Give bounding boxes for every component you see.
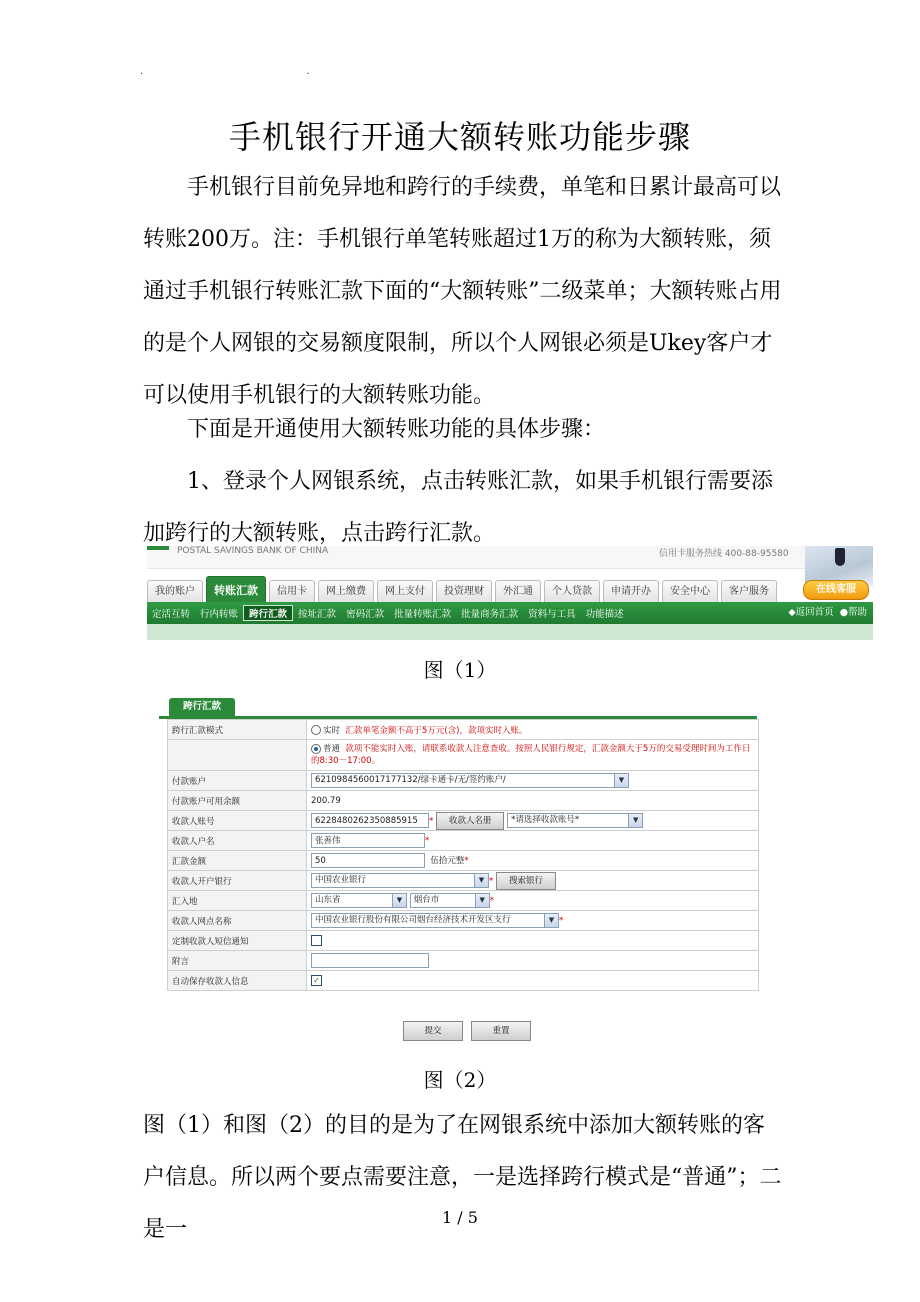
region-label: 汇入地 (168, 891, 307, 911)
page-title: 手机银行开通大额转账功能步骤 (228, 118, 691, 156)
sub-nav-right (788, 602, 867, 624)
autosave-checkbox[interactable] (311, 975, 322, 986)
required-mark: * (464, 856, 469, 866)
region-cell (307, 891, 759, 911)
balance-label: 付款账户可用余额 (168, 791, 307, 811)
branch-value: 中国农业银行股份有限公司烟台经济技术开发区支行 (315, 915, 511, 925)
bank-cell (307, 871, 759, 891)
subtab-password-remit[interactable]: 密码汇款 (346, 609, 385, 620)
hotline: 信用卡服务热线 400-88-95580 (659, 549, 789, 559)
panel-title: 跨行汇款 (169, 698, 235, 716)
sub-nav-bar (147, 602, 873, 624)
payer-account-value: 6210984560017177132/绿卡通卡/无/签约账户/ (315, 775, 506, 785)
tab-customer-service[interactable]: 客户服务 (721, 580, 777, 603)
required-mark: * (559, 916, 564, 926)
figure-2-caption: 图（2） (423, 1068, 497, 1092)
payee-book-button[interactable]: 收款人名册 (436, 812, 505, 830)
payee-account-input[interactable]: 6228480262350885915 (311, 813, 429, 828)
main-nav-tabs (147, 578, 777, 604)
home-icon: ◆ (788, 607, 796, 618)
chevron-down-icon: ▼ (628, 814, 642, 827)
chevron-down-icon: ▼ (474, 874, 488, 887)
payer-account-cell (307, 771, 759, 791)
payee-name-label: 收款人户名 (168, 831, 307, 851)
sms-checkbox[interactable] (311, 935, 322, 946)
panel-title-bar (159, 688, 757, 719)
required-mark: * (429, 816, 434, 826)
steps-intro-paragraph: 下面是开通使用大额转账功能的具体步骤： (187, 417, 606, 442)
online-service-button[interactable] (803, 580, 869, 600)
tab-forex[interactable]: 外汇通 (495, 580, 541, 603)
province-value: 山东省 (315, 895, 341, 905)
bottom-strip (147, 624, 873, 640)
amount-cell (307, 851, 759, 871)
submit-button[interactable]: 提交 (403, 1021, 463, 1041)
branch-select[interactable] (311, 913, 559, 928)
note-cell (307, 951, 759, 971)
mode-label: 跨行汇款模式 (168, 720, 307, 740)
subtab-batch-transfer[interactable]: 批量转账汇款 (394, 609, 452, 620)
search-bank-button[interactable]: 搜索银行 (496, 872, 556, 890)
figure-2-screenshot (157, 688, 759, 1044)
mode-label-empty (168, 740, 307, 771)
normal-label: 普通 (323, 744, 341, 754)
city-value: 烟台市 (413, 895, 440, 905)
tab-my-account[interactable]: 我的账户 (147, 580, 203, 603)
payer-account-label: 付款账户 (168, 771, 307, 791)
bank-select[interactable] (311, 873, 489, 888)
branch-label: 收款人网点名称 (168, 911, 307, 931)
check-icon: ✓ (313, 976, 320, 985)
payer-account-select[interactable] (311, 773, 629, 788)
required-mark: * (489, 896, 494, 906)
form-actions (403, 1021, 531, 1041)
subtab-address-remit[interactable]: 按址汇款 (298, 609, 337, 620)
subtab-time-demand[interactable]: 定活互转 (152, 609, 191, 620)
figure-1-screenshot (147, 546, 873, 640)
payee-select[interactable] (507, 813, 643, 828)
realtime-radio[interactable] (311, 725, 321, 735)
mode-realtime-cell (307, 720, 759, 740)
city-select[interactable] (410, 893, 490, 908)
tab-investment[interactable]: 投资理财 (436, 580, 492, 603)
autosave-cell (307, 971, 759, 991)
step-1-paragraph: 1、登录个人网银系统，点击转账汇款，如果手机银行需要添加跨行的大额转账，点击跨行汇款。 (143, 469, 773, 546)
subtab-intra-bank[interactable]: 行内转账 (200, 609, 239, 620)
chevron-down-icon: ▼ (475, 894, 489, 907)
note-label: 附言 (168, 951, 307, 971)
header-dots: . . (140, 66, 390, 77)
payee-name-cell (307, 831, 759, 851)
back-home-link[interactable]: 返回首页 (795, 607, 834, 618)
payee-account-label: 收款人账号 (168, 811, 307, 831)
intro-paragraph: 手机银行目前免异地和跨行的手续费，单笔和日累计最高可以转账200万。注：手机银行单笔转账超过1万的称为大额转账，须通过手机银行转账汇款下面的“大额转账”二级菜单；大额转账占用的是个人网银的交易额度限制，所以个人网银必须是Ukey客户才可以使用手机银行的大额转账功能。 (143, 175, 782, 408)
explanation-paragraph: 图（1）和图（2）的目的是为了在网银系统中添加大额转账的客户信息。所以两个要点需要注意，一是选择跨行模式是“普通”；二是一 (143, 1113, 782, 1242)
branch-cell (307, 911, 759, 931)
realtime-note: 汇款单笔金额不高于5万元(含)，款项实时入账。 (345, 725, 528, 736)
tab-online-payment-bills[interactable]: 网上缴费 (318, 580, 374, 603)
logo-line (147, 546, 169, 550)
chevron-down-icon: ▼ (544, 914, 558, 927)
amount-words: 伍拾元整 (430, 856, 465, 866)
amount-label: 汇款金额 (168, 851, 307, 871)
page-number: 1 / 5 (442, 1208, 478, 1227)
normal-radio[interactable] (311, 744, 321, 754)
tab-apply[interactable]: 申请开办 (603, 580, 659, 603)
subtab-batch-business[interactable]: 批量商务汇款 (461, 609, 519, 620)
online-service-label: 在线客服 (816, 584, 856, 595)
bank-label: 收款人开户银行 (168, 871, 307, 891)
sms-label: 定制收款人短信通知 (168, 931, 307, 951)
chevron-down-icon: ▼ (392, 894, 406, 907)
tab-transfer[interactable]: 转账汇款 (206, 576, 266, 603)
tab-security[interactable]: 安全中心 (662, 580, 718, 603)
realtime-label: 实时 (323, 725, 341, 736)
required-mark: * (489, 876, 494, 886)
tab-credit-card[interactable]: 信用卡 (269, 580, 315, 603)
subtab-inter-bank[interactable]: 跨行汇款 (243, 605, 293, 621)
mode-normal-cell (307, 740, 759, 771)
bank-value: 中国农业银行 (315, 875, 367, 885)
transfer-form (167, 719, 759, 991)
payee-account-cell (307, 811, 759, 831)
required-mark: * (425, 836, 430, 846)
bank-name: POSTAL SAVINGS BANK OF CHINA (177, 546, 329, 556)
reset-button[interactable]: 重置 (471, 1021, 531, 1041)
tab-personal-loan[interactable]: 个人贷款 (544, 580, 600, 603)
autosave-label: 自动保存收款人信息 (168, 971, 307, 991)
subtab-description[interactable]: 功能描述 (585, 609, 624, 620)
normal-note: 款项不能实时入账，请联系收款人注意查收。按照人民银行规定，汇款金额大于5万的交易受理时间为工作日的8:30－17:00。 (311, 744, 751, 766)
help-icon: ● (839, 607, 848, 618)
balance-value: 200.79 (307, 791, 759, 811)
sms-cell (307, 931, 759, 951)
chevron-down-icon: ▼ (614, 774, 628, 787)
help-link[interactable]: 帮助 (847, 607, 867, 618)
top-strip (147, 546, 873, 569)
note-input[interactable] (311, 953, 429, 968)
figure-1-caption: 图（1） (423, 658, 497, 682)
tie-shape (835, 548, 845, 566)
payee-select-value: *请选择收款账号* (511, 815, 580, 825)
payee-name-input[interactable]: 张善伟 (311, 833, 425, 848)
province-select[interactable] (311, 893, 407, 908)
amount-input[interactable]: 50 (311, 853, 425, 868)
tab-online-pay[interactable]: 网上支付 (377, 580, 433, 603)
subtab-tools[interactable]: 资料与工具 (528, 609, 576, 620)
